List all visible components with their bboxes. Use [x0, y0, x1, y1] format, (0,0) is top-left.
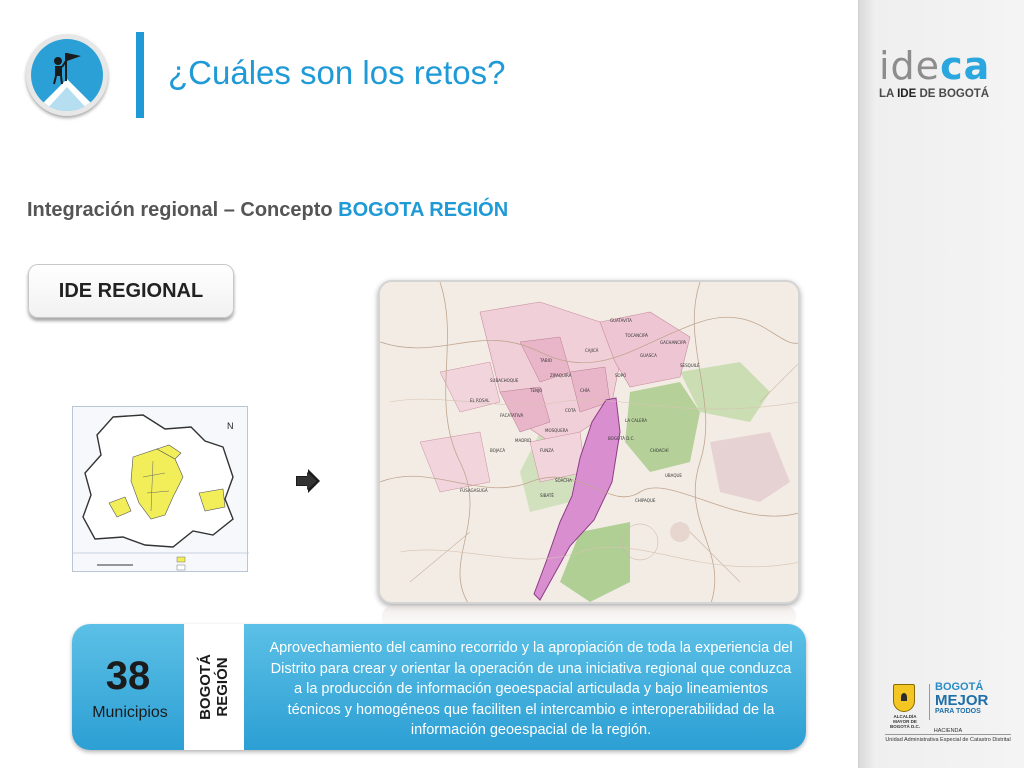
logo-ide-text: ide	[879, 44, 941, 88]
svg-text:FUNZA: FUNZA	[540, 448, 554, 453]
logo-divider	[929, 684, 930, 720]
svg-text:GUATAVITA: GUATAVITA	[610, 318, 632, 323]
svg-text:UBAQUE: UBAQUE	[665, 473, 682, 478]
svg-text:SIBATÉ: SIBATÉ	[540, 493, 554, 498]
vertical-label-line-1: BOGOTÁ	[197, 654, 214, 720]
section-subtitle	[27, 199, 508, 222]
subtitle-prefix: Integración regional – Concepto	[27, 199, 339, 221]
ide-regional-button[interactable]: IDE REGIONAL	[28, 264, 234, 318]
svg-text:TENJO: TENJO	[530, 388, 543, 393]
svg-text:SESQUILÉ: SESQUILÉ	[680, 363, 700, 368]
svg-text:CAJICÁ: CAJICÁ	[585, 348, 599, 353]
north-arrow-icon: N	[227, 421, 234, 431]
vertical-label-line-2: REGIÓN	[214, 657, 231, 717]
ideca-logo	[879, 46, 1009, 106]
svg-text:TOCANCIPÁ: TOCANCIPÁ	[625, 333, 648, 338]
logo-rule	[885, 734, 1011, 735]
hacienda-text: HACIENDA	[933, 728, 963, 734]
tagline-part-2: IDE	[897, 88, 917, 100]
svg-text:CHÍA: CHÍA	[580, 388, 590, 393]
svg-text:FUSAGASUGÁ: FUSAGASUGÁ	[460, 488, 488, 493]
svg-text:BOJACÁ: BOJACÁ	[490, 448, 506, 453]
svg-text:MADRID: MADRID	[515, 438, 532, 443]
catastro-text: Unidad Administrativa Especial de Catastro Distrital	[885, 737, 1011, 743]
summit-flag-icon	[26, 34, 108, 116]
svg-text:EL ROSAL: EL ROSAL	[470, 398, 490, 403]
bogota-mejor-para-todos-logo	[885, 680, 1011, 750]
svg-text:GUASCA: GUASCA	[640, 353, 657, 358]
tagline-part-3: DE BOGOTÁ	[916, 88, 990, 100]
svg-text:SOPÓ: SOPÓ	[615, 373, 627, 378]
arrow-right-icon	[294, 466, 322, 496]
svg-text:LA CALERA: LA CALERA	[625, 418, 647, 423]
svg-text:SUBACHOQUE: SUBACHOQUE	[490, 378, 519, 383]
coat-of-arms-icon	[893, 684, 915, 712]
info-panel	[72, 624, 806, 750]
municipality-count-label: Municipios	[92, 704, 168, 721]
svg-text:CHIPAQUE: CHIPAQUE	[635, 498, 656, 503]
alcaldia-text: ALCALDÍA MAYOR DE BOGOTÁ D.C.	[890, 714, 920, 729]
ideca-tagline	[879, 88, 1009, 100]
subtitle-highlight: BOGOTA REGIÓN	[338, 199, 509, 221]
bogota-region-vertical-label	[197, 654, 231, 720]
logo-ca-text: ca	[940, 44, 991, 88]
svg-text:BOGOTÁ D.C.: BOGOTÁ D.C.	[608, 436, 635, 441]
svg-text:ZIPAQUIRÁ: ZIPAQUIRÁ	[550, 373, 572, 378]
slogan-para-todos: PARA TODOS	[935, 708, 981, 715]
svg-text:SOACHA: SOACHA	[555, 478, 572, 483]
svg-text:MOSQUERA: MOSQUERA	[545, 428, 569, 433]
svg-text:TABIO: TABIO	[540, 358, 552, 363]
tagline-part-1: LA	[879, 88, 898, 100]
svg-text:GACHANCIPÁ: GACHANCIPÁ	[660, 340, 687, 345]
slogan-bogota: BOGOTÁ	[935, 681, 984, 693]
bogota-slogan	[935, 682, 988, 716]
panel-description: Aprovechamiento del camino recorrido y la apropiación de toda la experiencia del Distrito para crear y orientar la operación de una iniciativa regional que conduzca a la producción de información geoespacial articulada y bajo lineamientos técnicos y homogéneos que faciliten el intercambio e interoperabilidad de la información geoespacial de la región.	[269, 640, 793, 738]
svg-text:COTA: COTA	[565, 408, 576, 413]
title-accent-bar	[136, 32, 144, 118]
slogan-mejor: MEJOR	[935, 692, 989, 709]
svg-text:CHOACHÍ: CHOACHÍ	[650, 448, 669, 453]
ideca-wordmark	[879, 46, 1009, 86]
municipality-count: 38	[105, 654, 151, 698]
right-sidebar	[858, 0, 1024, 768]
bogota-region-map	[378, 280, 800, 604]
page-title: ¿Cuáles son los retos?	[168, 54, 506, 91]
svg-text:FACATATIVÁ: FACATATIVÁ	[500, 413, 524, 418]
small-regional-map	[72, 406, 248, 572]
